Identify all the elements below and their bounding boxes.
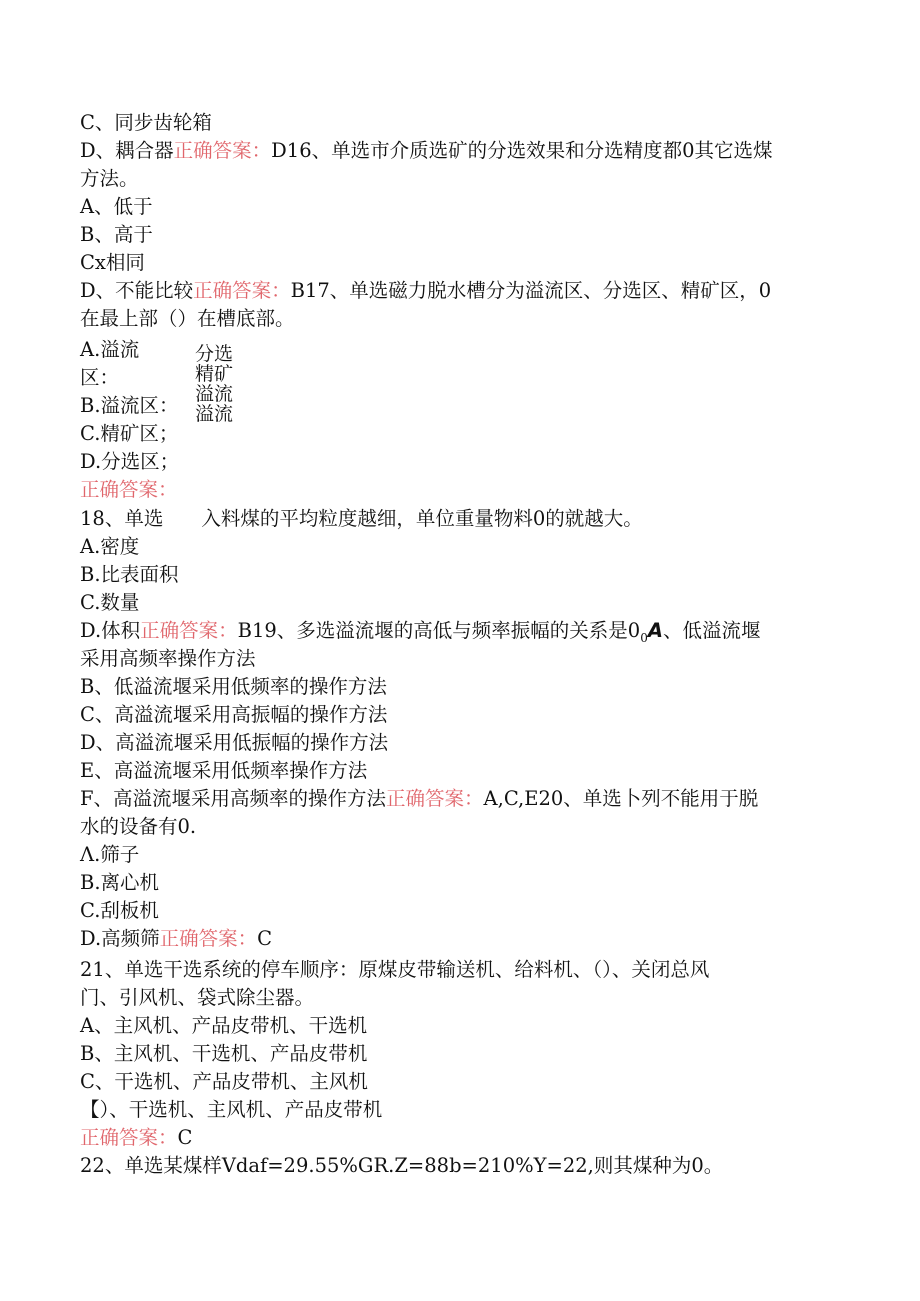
column-text: 精矿: [195, 363, 234, 385]
option-line: B.溢流区：: [80, 394, 179, 417]
option-line: Λ.筛子: [80, 843, 140, 866]
option-line: C、高溢流堰采用高振幅的操作方法: [80, 703, 388, 726]
option-line: A、主风机、产品皮带机、干选机: [80, 1014, 368, 1037]
answer-label: 正确答案：: [193, 279, 291, 302]
answer-value: C: [257, 927, 273, 950]
option-answer-line: [80, 925, 272, 953]
option-line: D.分选区；: [80, 450, 180, 473]
subscript-text: 0: [640, 630, 648, 645]
option-line: B.离心机: [80, 871, 160, 894]
option-line: A.溢流: [80, 338, 140, 361]
option-line: D、高溢流堰采用低振幅的操作方法: [80, 731, 389, 754]
question-line: 在最上部（）在槽底部。: [80, 307, 295, 330]
option-line: C.数量: [80, 591, 140, 614]
answer-label: 正确答案：: [140, 619, 238, 642]
option-line: Cx相同: [80, 251, 145, 274]
question-text: 入料煤的平均粒度越细，单位重量物料0的就越大。: [201, 507, 643, 530]
option-text: D.体积: [80, 619, 141, 642]
answer-label: 正确答案：: [159, 927, 258, 950]
question-number: 18、单选: [80, 507, 164, 530]
answer-label: 正确答案：: [173, 139, 272, 162]
option-line: 【）、干选机、主风机、产品皮带机: [80, 1098, 383, 1121]
option-line: B、高于: [80, 223, 153, 246]
answer-and-question: B19、多选溢流堰的高低与频率振幅的关系是0: [237, 619, 641, 642]
option-letter: A: [647, 619, 663, 642]
option-line: B、低溢流堰采用低频率的操作方法: [80, 675, 387, 698]
option-text: 、低溢流堰: [662, 619, 761, 642]
option-line: A、低于: [80, 195, 153, 218]
answer-and-question: D16、单选市介质选矿的分选效果和分选精度都0其它选煤: [271, 139, 773, 162]
option-line: B、主风机、干选机、产品皮带机: [80, 1042, 368, 1065]
option-text: D、耦合器: [80, 139, 174, 162]
column-text: 溢流: [195, 383, 234, 405]
option-text: F、高溢流堰采用高频率的操作方法: [80, 787, 387, 810]
option-line: A.密度: [80, 535, 140, 558]
option-line: C、干选机、产品皮带机、主风机: [80, 1070, 368, 1093]
option-answer-line: [80, 137, 773, 165]
option-line: B.比表面积: [80, 563, 179, 586]
answer-label: 正确答案：: [80, 478, 178, 501]
column-text: 溢流: [195, 403, 234, 425]
option-answer-line: [80, 785, 758, 813]
option-line: C.刮板机: [80, 899, 159, 922]
option-answer-line: [80, 277, 771, 305]
answer-label: 正确答案：: [80, 1126, 178, 1149]
question-line: 水的设备有0.: [80, 815, 197, 838]
answer-and-question: A,C,E20、单选卜列不能用于脱: [483, 787, 759, 810]
question-line: 门、引风机、袋式除尘器。: [80, 986, 315, 1009]
option-text: D.高频筛: [80, 927, 160, 950]
column-text: 分选: [195, 343, 234, 365]
option-text: D、不能比较: [80, 279, 194, 302]
answer-line: [80, 1124, 192, 1152]
answer-label: 正确答案：: [386, 787, 484, 810]
question-line: 21、单选干选系统的停车顺序：原煤皮带输送机、给料机、（）、关闭总风: [80, 958, 710, 981]
option-line: C、同步齿轮箱: [80, 111, 212, 134]
option-line: C.精矿区；: [80, 422, 179, 445]
option-line: 采用高频率操作方法: [80, 647, 256, 670]
option-line: E、高溢流堰采用低频率操作方法: [80, 759, 368, 782]
answer-and-question: B17、单选磁力脱水槽分为溢流区、分选区、精矿区，0: [290, 279, 772, 302]
option-line: 区：: [80, 366, 120, 389]
question-line: 方法。: [80, 167, 139, 190]
question-line: [80, 505, 643, 533]
answer-value: C: [177, 1126, 193, 1149]
question-line: 22、单选某煤样Vdaf=29.55%GR.Z=88b=210%Y=22,则其煤种为0。: [80, 1154, 724, 1177]
